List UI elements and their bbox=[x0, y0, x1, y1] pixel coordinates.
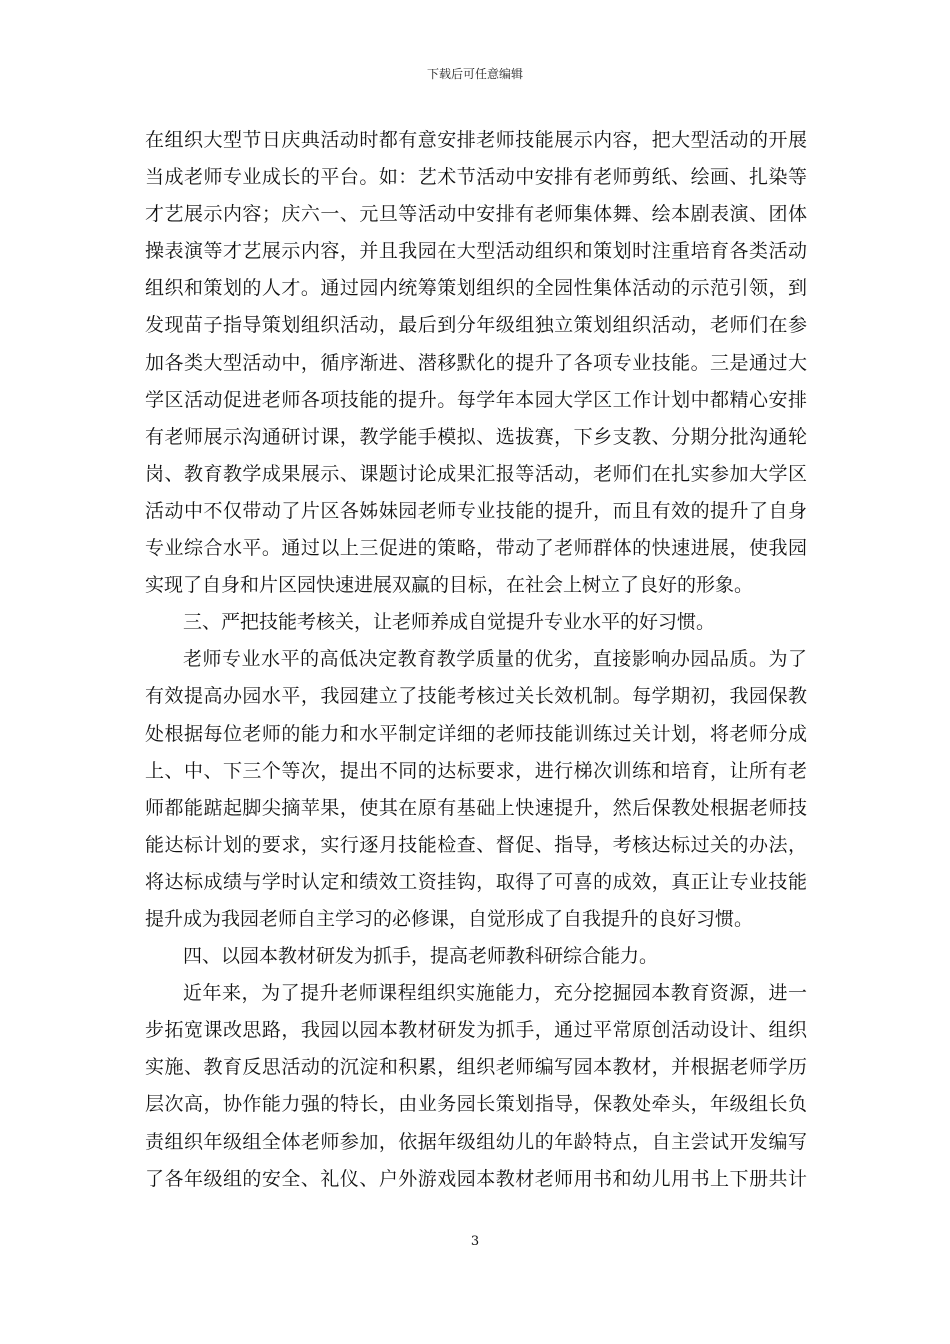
text-line: 能达标计划的要求，实行逐月技能检查、督促、指导，考核达标过关的办法， bbox=[145, 833, 807, 856]
text-line: 操表演等才艺展示内容，并且我园在大型活动组织和策划时注重培育各类活动 bbox=[145, 240, 807, 263]
text-line: 了各年级组的安全、礼仪、户外游戏园本教材老师用书和幼儿用书上下册共计 bbox=[145, 1167, 807, 1190]
text-line: 提升成为我园老师自主学习的必修课，自觉形成了自我提升的良好习惯。 bbox=[145, 907, 754, 930]
text-line: 活动中不仅带动了片区各姊妹园老师专业技能的提升，而且有效的提升了自身 bbox=[145, 499, 807, 522]
text-line: 近年来，为了提升老师课程组织实施能力，充分挖掘园本教育资源，进一 bbox=[183, 982, 807, 1005]
document-body bbox=[145, 122, 807, 1198]
text-line: 专业综合水平。通过以上三促进的策略，带动了老师群体的快速进展，使我园 bbox=[145, 537, 807, 560]
text-line: 岗、教育教学成果展示、课题讨论成果汇报等活动，老师们在扎实参加大学区 bbox=[145, 462, 807, 485]
text-line: 学区活动促进老师各项技能的提升。每学年本园大学区工作计划中都精心安排 bbox=[145, 388, 807, 411]
text-line: 将达标成绩与学时认定和绩效工资挂钩，取得了可喜的成效，真正让专业技能 bbox=[145, 870, 807, 893]
text-line: 师都能踮起脚尖摘苹果，使其在原有基础上快速提升，然后保教处根据老师技 bbox=[145, 796, 807, 819]
text-line: 有效提高办园水平，我园建立了技能考核过关长效机制。每学期初，我园保教 bbox=[145, 685, 807, 708]
text-line: 上、中、下三个等次，提出不同的达标要求，进行梯次训练和培育，让所有老 bbox=[145, 759, 807, 782]
text-line: 在组织大型节日庆典活动时都有意安排老师技能展示内容，把大型活动的开展 bbox=[145, 129, 807, 151]
text-line: 四、以园本教材研发为抓手，提高老师教科研综合能力。 bbox=[183, 945, 659, 968]
text-line: 加各类大型活动中，循序渐进、潜移默化的提升了各项专业技能。三是通过大 bbox=[145, 351, 807, 374]
text-line: 三、严把技能考核关，让老师养成自觉提升专业水平的好习惯。 bbox=[183, 611, 716, 634]
text-line: 责组织年级组全体老师参加，依据年级组幼儿的年龄特点，自主尝试开发编写 bbox=[145, 1130, 807, 1153]
page-header: 下载后可任意编辑 bbox=[426, 67, 523, 81]
page-number: 3 bbox=[470, 1234, 480, 1249]
text-line: 有老师展示沟通研讨课，教学能手模拟、选拔赛，下乡支教、分期分批沟通轮 bbox=[145, 425, 807, 448]
text-line: 发现苗子指导策划组织活动，最后到分年级组独立策划组织活动，老师们在参 bbox=[145, 314, 807, 337]
text-line: 当成老师专业成长的平台。如：艺术节活动中安排有老师剪纸、绘画、扎染等 bbox=[145, 166, 807, 189]
text-line: 实现了自身和片区园快速进展双赢的目标，在社会上树立了良好的形象。 bbox=[145, 574, 754, 597]
text-line: 处根据每位老师的能力和水平制定详细的老师技能训练过关计划，将老师分成 bbox=[145, 722, 807, 745]
text-line: 老师专业水平的高低决定教育教学质量的优劣，直接影响办园品质。为了 bbox=[183, 648, 807, 671]
text-line: 才艺展示内容；庆六一、元旦等活动中安排有老师集体舞、绘本剧表演、团体 bbox=[145, 203, 807, 226]
text-line: 组织和策划的人才。通过园内统筹策划组织的全园性集体活动的示范引领，到 bbox=[145, 277, 807, 300]
text-line: 层次高，协作能力强的特长，由业务园长策划指导，保教处牵头，年级组长负 bbox=[145, 1093, 807, 1116]
text-line: 实施、教育反思活动的沉淀和积累，组织老师编写园本教材，并根据老师学历 bbox=[145, 1056, 807, 1079]
text-line: 步拓宽课改思路，我园以园本教材研发为抓手，通过平常原创活动设计、组织 bbox=[145, 1019, 807, 1042]
